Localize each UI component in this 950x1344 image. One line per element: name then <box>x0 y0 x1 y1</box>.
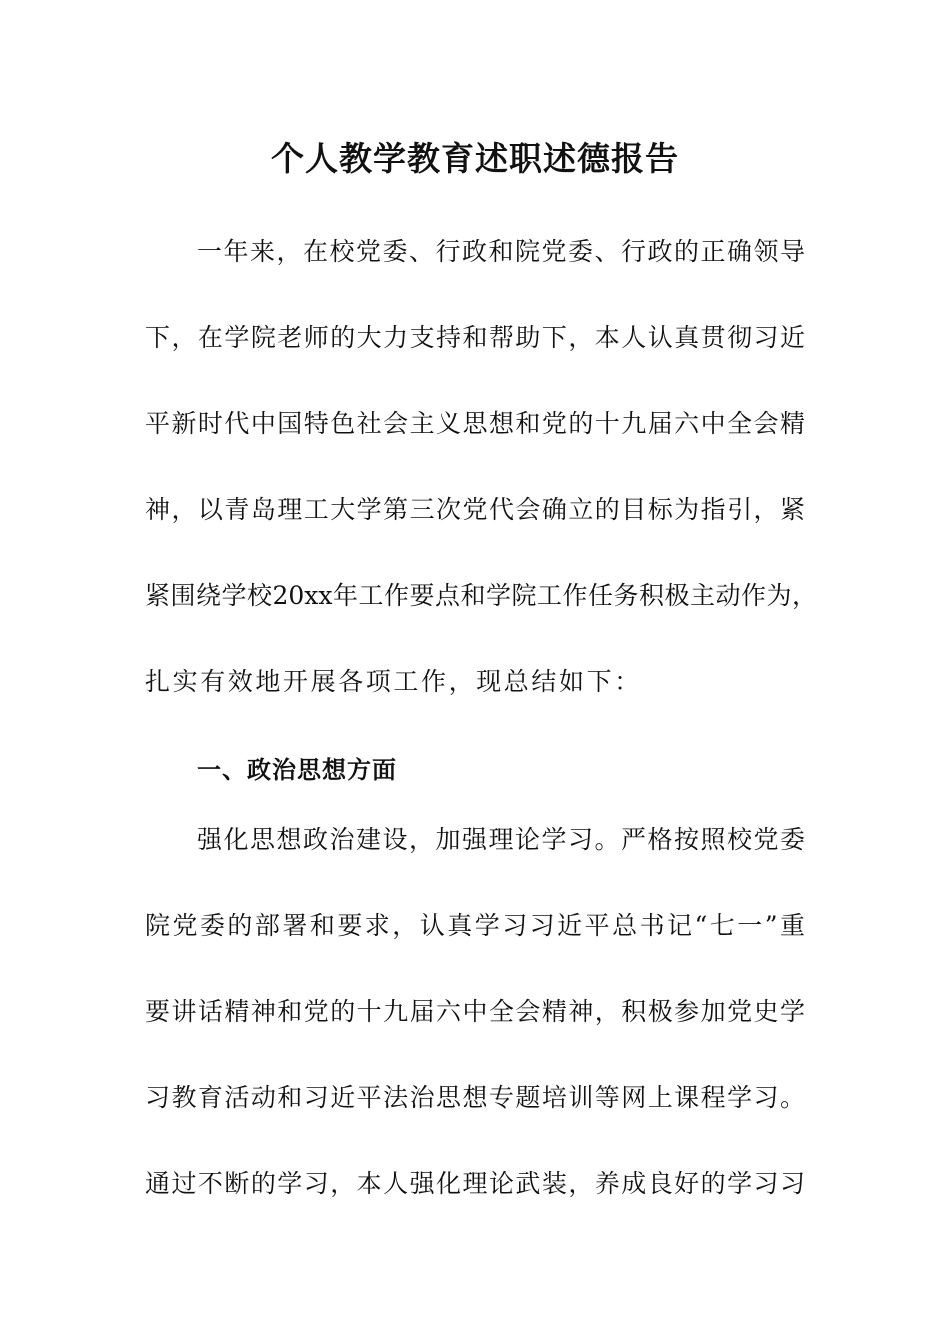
paragraph-line: 要讲话精神和党的十九届六中全会精神，积极参加党史学 <box>145 997 805 1026</box>
paragraph-line: 平新时代中国特色社会主义思想和党的十九届六中全会精 <box>145 409 805 438</box>
paragraph-line: 强化思想政治建设，加强理论学习。严格按照校党委 <box>197 825 805 854</box>
paragraph-line: 神，以青岛理工大学第三次党代会确立的目标为指引，紧 <box>145 495 805 524</box>
section-heading: 一、政治思想方面 <box>197 756 397 784</box>
paragraph-line: 紧围绕学校20xx年工作要点和学院工作任务积极主动作为， <box>145 581 817 610</box>
paragraph-line: 习教育活动和习近平法治思想专题培训等网上课程学习。 <box>145 1083 805 1112</box>
paragraph-line: 下，在学院老师的大力支持和帮助下，本人认真贯彻习近 <box>145 323 805 352</box>
paragraph-line: 扎实有效地开展各项工作，现总结如下： <box>145 667 642 696</box>
paragraph-line: 通过不断的学习，本人强化理论武装，养成良好的学习习 <box>145 1169 805 1198</box>
document-title: 个人教学教育述职述德报告 <box>271 139 679 178</box>
paragraph-line: 一年来，在校党委、行政和院党委、行政的正确领导 <box>197 237 805 266</box>
paragraph-line: 院党委的部署和要求，认真学习习近平总书记“七一”重 <box>145 911 805 940</box>
